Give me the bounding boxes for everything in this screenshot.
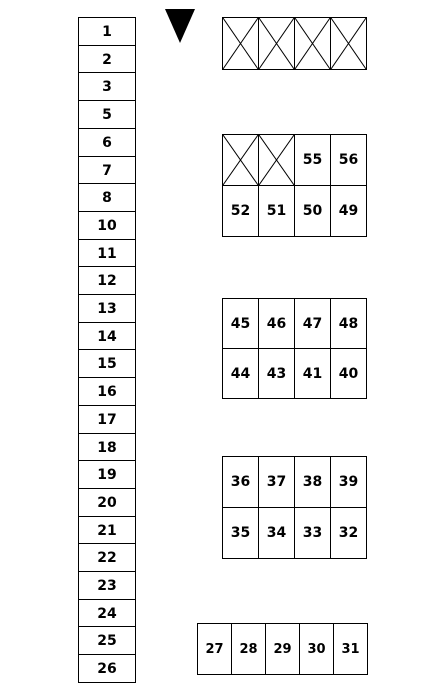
cell-label: 1 xyxy=(102,23,112,40)
cell-label: 12 xyxy=(97,272,117,289)
slot-cell xyxy=(294,507,331,559)
slot-cell xyxy=(330,298,367,349)
slot-cell xyxy=(78,266,136,295)
cell-label: 14 xyxy=(97,328,117,345)
slot-cell xyxy=(78,599,136,628)
cross-mark-icon xyxy=(295,18,330,69)
slot-cell xyxy=(78,72,136,101)
slot-cell xyxy=(78,543,136,572)
cell-label: 2 xyxy=(102,51,112,68)
cell-label: 11 xyxy=(97,245,117,262)
cell-label: 8 xyxy=(102,189,112,206)
cell-label: 16 xyxy=(97,383,117,400)
slot-cell xyxy=(78,294,136,323)
slot-cell xyxy=(330,134,367,186)
slot-cell xyxy=(78,488,136,517)
cell-label: 31 xyxy=(341,641,360,657)
slot-cell xyxy=(78,100,136,129)
cell-label: 17 xyxy=(97,411,117,428)
cross-mark-icon xyxy=(331,18,366,69)
cell-label: 56 xyxy=(338,152,359,168)
cross-mark-icon xyxy=(259,18,294,69)
cell-label: 45 xyxy=(230,315,251,332)
slot-cell xyxy=(222,185,259,237)
cell-label: 46 xyxy=(266,315,287,332)
slot-cell xyxy=(78,377,136,406)
cell-label: 48 xyxy=(338,315,359,332)
cell-label: 33 xyxy=(302,525,323,541)
cell-label: 47 xyxy=(302,315,323,332)
slot-cell xyxy=(258,134,295,186)
cell-label: 38 xyxy=(302,474,323,490)
cell-label: 13 xyxy=(97,300,117,317)
slot-cell xyxy=(330,507,367,559)
slot-cell xyxy=(78,17,136,46)
slot-cell xyxy=(258,507,295,559)
slot-cell xyxy=(294,298,331,349)
cell-label: 19 xyxy=(97,466,117,483)
cross-mark-icon xyxy=(223,135,258,185)
cross-mark-icon xyxy=(259,135,294,185)
slot-cell xyxy=(78,405,136,434)
cell-label: 40 xyxy=(338,365,359,382)
slot-cell xyxy=(78,349,136,378)
cell-label: 49 xyxy=(338,203,359,219)
cell-label: 44 xyxy=(230,365,251,382)
slot-cell xyxy=(294,185,331,237)
cell-label: 26 xyxy=(97,660,117,677)
cell-label: 51 xyxy=(266,203,287,219)
slot-cell xyxy=(299,623,334,675)
slot-cell xyxy=(78,626,136,655)
slot-cell xyxy=(222,507,259,559)
slot-cell xyxy=(258,17,295,70)
slot-cell xyxy=(330,348,367,399)
slot-cell xyxy=(222,134,259,186)
cell-label: 6 xyxy=(102,134,112,151)
cell-label: 37 xyxy=(266,474,287,490)
cell-label: 23 xyxy=(97,577,117,594)
cell-label: 20 xyxy=(97,494,117,511)
cell-label: 52 xyxy=(230,203,251,219)
triangle-marker-icon xyxy=(165,9,195,43)
slot-cell xyxy=(78,433,136,462)
cell-label: 50 xyxy=(302,203,323,219)
cell-label: 28 xyxy=(239,641,258,657)
slot-cell xyxy=(78,654,136,683)
slot-cell xyxy=(78,183,136,212)
cell-label: 34 xyxy=(266,525,287,541)
slot-cell xyxy=(78,571,136,600)
slot-cell xyxy=(330,17,367,70)
slot-cell xyxy=(78,211,136,240)
slot-cell xyxy=(78,128,136,157)
cell-label: 22 xyxy=(97,549,117,566)
slot-cell xyxy=(294,348,331,399)
slot-cell xyxy=(294,17,331,70)
cell-label: 21 xyxy=(97,522,117,539)
slot-cell xyxy=(258,185,295,237)
cell-label: 24 xyxy=(97,605,117,622)
cell-label: 30 xyxy=(307,641,326,657)
cell-label: 25 xyxy=(97,632,117,649)
slot-cell xyxy=(265,623,300,675)
slot-cell xyxy=(78,322,136,351)
cell-label: 39 xyxy=(338,474,359,490)
slot-cell xyxy=(294,456,331,508)
slot-cell xyxy=(333,623,368,675)
slot-cell xyxy=(231,623,266,675)
cell-label: 36 xyxy=(230,474,251,490)
cell-label: 35 xyxy=(230,525,251,541)
cell-label: 15 xyxy=(97,355,117,372)
slot-cell xyxy=(258,298,295,349)
cell-label: 41 xyxy=(302,365,323,382)
slot-cell xyxy=(294,134,331,186)
slot-cell xyxy=(222,17,259,70)
cell-label: 7 xyxy=(102,162,112,179)
slot-cell xyxy=(222,298,259,349)
slot-cell xyxy=(197,623,232,675)
slot-cell xyxy=(222,348,259,399)
slot-cell xyxy=(78,516,136,545)
cell-label: 32 xyxy=(338,525,359,541)
cell-label: 27 xyxy=(205,641,224,657)
slot-cell xyxy=(78,156,136,185)
cell-label: 5 xyxy=(102,106,112,123)
slot-cell xyxy=(258,456,295,508)
cell-label: 43 xyxy=(266,365,287,382)
slot-cell xyxy=(330,185,367,237)
slot-cell xyxy=(258,348,295,399)
slot-cell xyxy=(78,239,136,268)
cross-mark-icon xyxy=(223,18,258,69)
slot-cell xyxy=(78,45,136,74)
cell-label: 29 xyxy=(273,641,292,657)
cell-label: 55 xyxy=(302,152,323,168)
cell-label: 18 xyxy=(97,439,117,456)
cell-label: 10 xyxy=(97,217,117,234)
slot-cell xyxy=(78,460,136,489)
cell-label: 3 xyxy=(102,78,112,95)
slot-cell xyxy=(222,456,259,508)
slot-cell xyxy=(330,456,367,508)
